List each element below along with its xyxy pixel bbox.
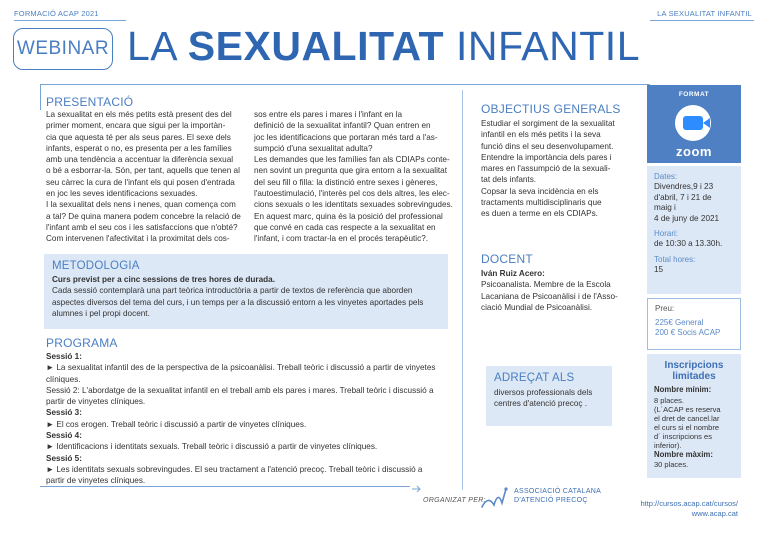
min-line: (L´ACAP es reserva [654, 404, 721, 414]
webinar-label: WEBINAR [16, 38, 110, 59]
inscriptions-box [647, 354, 741, 478]
session-line: ► El cos erogen. Treball teòric i discussió a partir de vinyetes clíniques. [46, 419, 307, 429]
min-line: inferior). [654, 440, 682, 450]
dates-line: 4 de juny de 2021 [654, 213, 720, 223]
session-line: ► Identificacions i identitats sexuals. Treball teòric i discussió a partir de vinyetes clíniques. [46, 442, 378, 452]
header-right-tag: LA SEXUALITAT INFANTIL [657, 9, 752, 18]
dates-line: Divendres,9 i 23 [654, 182, 714, 191]
text-line: infants, esperat o no, es presenta per a les famílies [46, 143, 232, 153]
min-label: Nombre mínim: [654, 385, 712, 394]
programa-heading: PROGRAMA [46, 336, 118, 350]
text-line: Estudiar el sorgiment de la sexualitat [481, 119, 615, 128]
text-line: es duen a terme en els CDIAPs. [481, 209, 598, 219]
programa-section [46, 336, 456, 487]
header-divider-left [14, 20, 126, 21]
session-label: Sessió 3: [46, 408, 82, 418]
metodologia-heading: METODOLOGIA [52, 260, 140, 272]
text-line: amb una tendència a accentuar la diferència sexual [46, 155, 234, 165]
title-suffix: INFANTIL [456, 23, 640, 69]
inscriptions-heading-2: limitades [672, 371, 716, 382]
text-line: Com intervenen l'afectivitat i la proximitat dels cos- [46, 234, 230, 244]
text-line: ciació Mundial de Psicoanàlisi. [481, 302, 593, 312]
column-divider [462, 90, 463, 490]
min-line: el dret de cancel.lar [654, 413, 720, 423]
text-line: tractaments multidisciplinaris que [481, 198, 602, 208]
dates-line: d'abril, 7 i 21 de [654, 192, 712, 202]
header-left-tag: FORMACIÓ ACAP 2021 [14, 9, 99, 18]
inscriptions-heading-1: Inscripcions [664, 360, 724, 371]
horari-label: Horari: [654, 229, 679, 238]
horari-value: de 10:30 a 13.30h. [654, 239, 723, 248]
dates-line: maig i [654, 203, 676, 212]
text-line: primer moment, encara que sigui per la importàn- [46, 121, 226, 131]
text-line: centres d'atenció precoç . [494, 399, 588, 409]
session-line: partir de vinyetes clíniques. [46, 476, 146, 486]
text-line: diversos professionals dels [494, 388, 593, 397]
price-line: 225€ General [655, 318, 704, 327]
text-line: seu càrrec la cura de l'infant els qui posen d'entrada [46, 177, 235, 187]
text-line: Entendre la importància dels pares i [481, 152, 612, 162]
webinar-badge [13, 28, 113, 70]
max-label: Nombre màxim: [654, 449, 713, 459]
text-line: que convé en cada cas respecte a la sexualitat en [254, 222, 436, 232]
docent-name: Iván Ruiz Acero: [481, 269, 545, 278]
adreca-box [486, 366, 612, 426]
text-line: a tal? De quina manera podem concebre la relació de [46, 211, 241, 221]
text-line: sumpció d'una sexualitat adulta? [254, 143, 373, 153]
title-prefix: LA [127, 23, 176, 69]
website-link[interactable]: www.acap.cat [691, 509, 738, 518]
text-line: Copsar la seva incidència en els [481, 186, 599, 196]
session-line: ► Les identitats sexuals sobrevingudes. El seu tractament a l'atenció precoç. Treball teòric i discussió a [46, 464, 423, 474]
docent-section [481, 252, 641, 313]
text-line: Psicoanalista. Membre de la Escola [481, 280, 611, 290]
min-line: el curs si el nombre [654, 422, 720, 432]
text-line: tat dels infants. [481, 175, 537, 185]
courses-link[interactable]: http://cursos.acap.cat/cursos/ [640, 499, 738, 508]
text-line: en joc les seves identificacions sexuades. [46, 189, 198, 199]
total-hours-label: Total hores: [654, 254, 696, 264]
min-line: d´ inscripcions es [654, 431, 712, 441]
footer-arrow-icon [412, 481, 422, 491]
session-line: L'abordatge de la sexualitat infantil en el treball amb els pares i mares. Treball teòric i discussió a [81, 385, 434, 395]
text-line: En aquest marc, quina és la posició del professional [254, 211, 443, 221]
total-hours-value: 15 [654, 264, 664, 274]
format-label: FORMAT [678, 91, 710, 98]
top-frame-line [40, 84, 650, 85]
dates-label: Dates: [654, 172, 678, 181]
text-line: Lacaniana de Psicoanàlisi i de l'Asso- [481, 291, 618, 301]
text-line: l'autoestimulació, l'interès pel cos dels altres, les elec- [254, 189, 450, 199]
objectius-heading: OBJECTIUS GENERALS [481, 102, 621, 116]
text-line: cia que aquesta té per als seus pares. El sexe dels [46, 132, 231, 142]
session-label: Sessió 2: [46, 385, 80, 395]
text-line: funció dins el seu desenvolupament. [481, 141, 614, 151]
text-line: l'infant, i com tractar-la en el procés terapèutic?. [254, 234, 429, 244]
acap-logo-icon [480, 485, 510, 511]
session-line: partir de vinyetes clíniques. [46, 397, 146, 407]
metodologia-bold-line: Curs previst per a cinc sessions de tres hores de durada. [52, 275, 275, 284]
price-label: Preu: [655, 304, 675, 313]
price-box [647, 298, 741, 350]
docent-heading: DOCENT [481, 252, 533, 266]
page-title [127, 22, 640, 71]
presentacio-heading: PRESENTACIÓ [46, 95, 134, 109]
text-line: mares en l'assumpció de la sexuali- [481, 164, 611, 174]
text-line: nen sovint un pregunta que gira entorn a la sexualitat [254, 166, 447, 176]
presentacio-section [46, 95, 133, 109]
max-value: 30 places. [654, 460, 689, 469]
left-frame-tick [40, 84, 41, 110]
org-line: D'ATENCIÓ PRECOÇ [514, 496, 588, 504]
text-line: alumnes i pel propi docent. [52, 308, 150, 318]
text-line: sos entre els pares i mares i l'infant en la [254, 110, 403, 119]
session-label: Sessió 1: [46, 352, 82, 361]
session-label: Sessió 4: [46, 431, 82, 441]
acap-logo-text [514, 488, 601, 505]
text-line: aspectes diversos del tema del curs, i un temps per a la discussió entorn a les vinyetes aportades pels [52, 297, 424, 307]
text-line: l'infant amb el seu cos i les satisfaccions que n'obté? [46, 222, 238, 232]
session-line: clíniques. [46, 374, 81, 384]
presentacio-col2 [254, 109, 459, 245]
text-line: cions sexuals o les identitats sexuades sobrevingudes. [254, 200, 453, 210]
org-line: ASSOCIACIÓ CATALANA [514, 488, 602, 495]
format-box [647, 85, 741, 163]
objectius-section [481, 102, 641, 220]
organitzat-label: ORGANIZAT PER: [423, 497, 486, 504]
min-line: 8 places. [654, 395, 685, 405]
text-line: I la sexualitat dels nens i nenes, quan comença com [46, 200, 236, 210]
text-line: La sexualitat en els més petits està present des del [46, 110, 232, 119]
session-label: Sessió 5: [46, 453, 82, 463]
title-bold: SEXUALITAT [187, 23, 445, 69]
text-line: del seu fill o filla: la distinció entre sexes i gèneres, [254, 177, 438, 187]
zoom-icon [675, 105, 711, 141]
text-line: o bé a esborrar-la. Són, per tant, aquells que tenen al [46, 166, 240, 176]
adreca-heading: ADREÇAT ALS [494, 372, 575, 384]
footer-links [640, 499, 738, 519]
text-line: Les demandes que les famílies fan als CDIAPs conte- [254, 155, 450, 165]
video-camera-icon [683, 116, 703, 130]
schedule-box [647, 166, 741, 294]
zoom-logo-text: zoom [676, 144, 712, 159]
header-divider-right [650, 20, 754, 21]
price-line: 200 € Socis ACAP [655, 328, 721, 337]
text-line: Cada sessió contemplarà una part teòrica introductòria a partir de textos de referència que aborden [52, 286, 413, 296]
text-line: joc les identificacions que portaran més tard a l'as- [254, 132, 438, 142]
text-line: definició de la sexualitat infantil? Quan entren en [254, 121, 431, 131]
session-line: ► La sexualitat infantil des de la perspectiva de la psicoanàlisi. Treball teòric i discussió a partir de vinyetes [46, 363, 436, 373]
presentacio-col1 [46, 109, 251, 245]
metodologia-box [44, 254, 448, 329]
text-line: infantil en els més petits i la seva [481, 130, 601, 140]
